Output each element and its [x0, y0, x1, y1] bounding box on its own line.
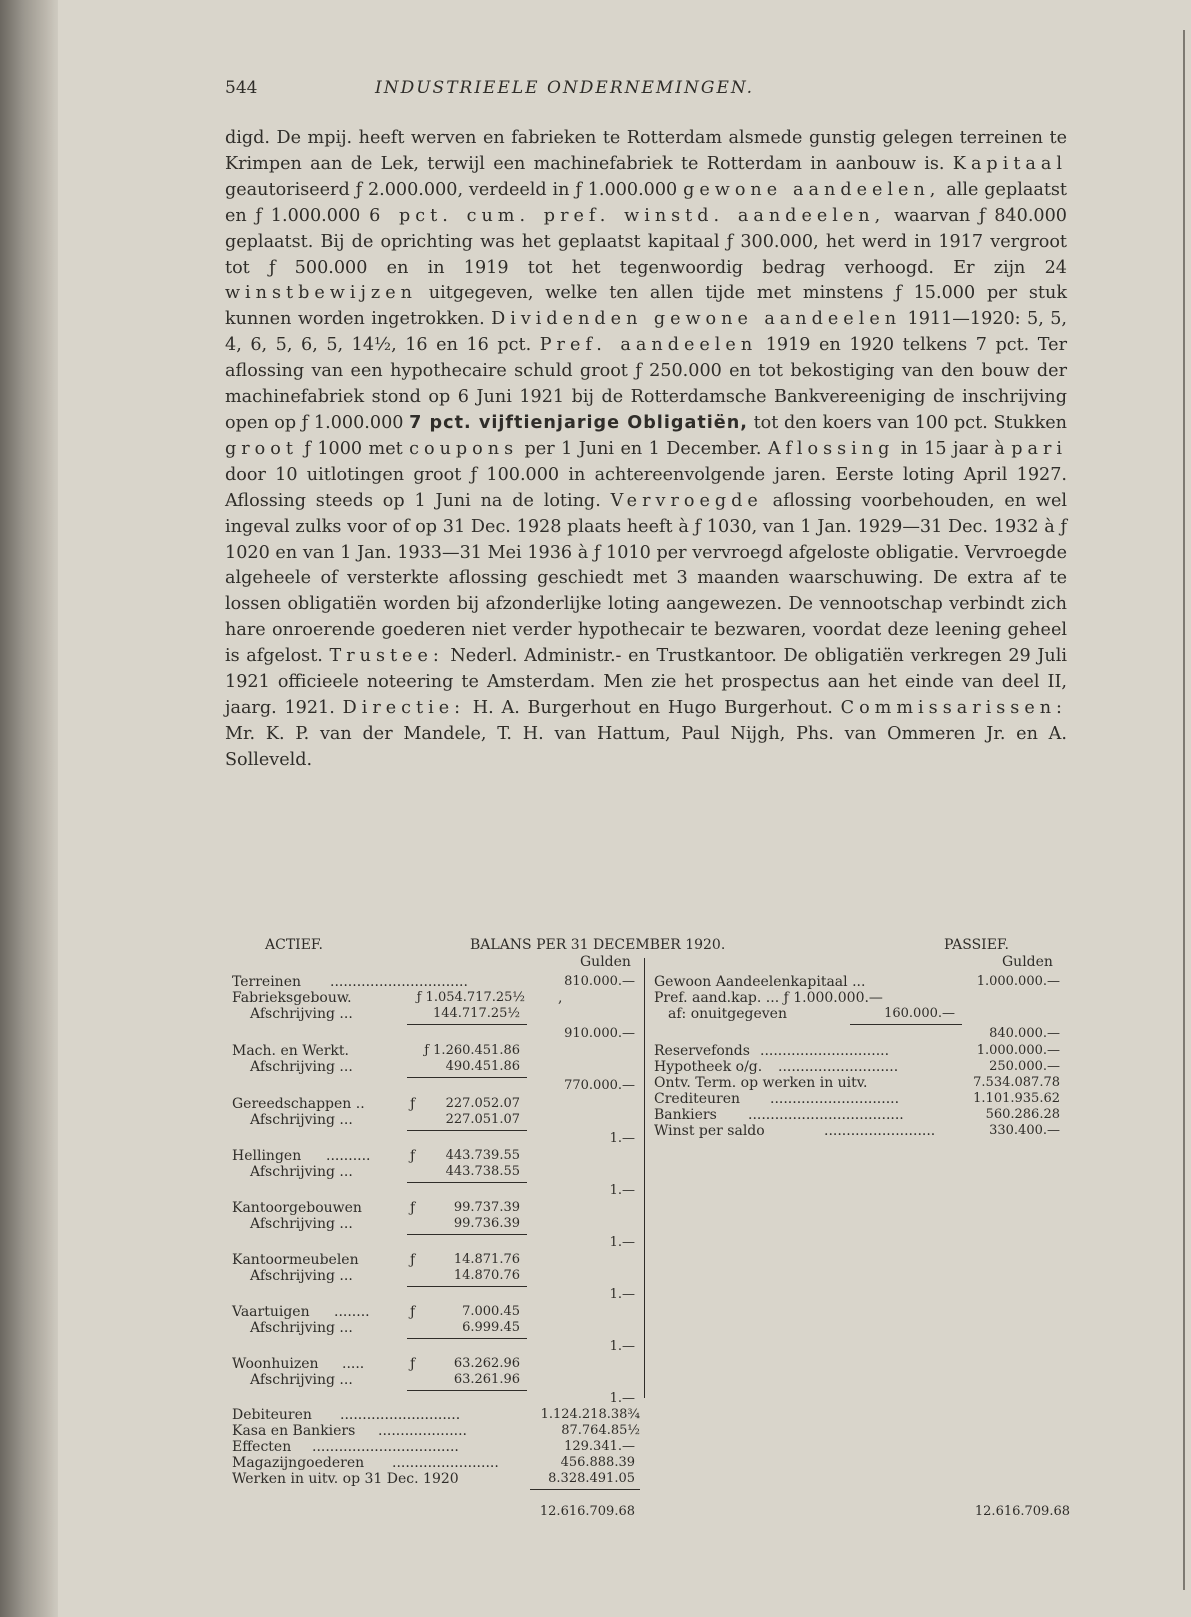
text-spaced: winstbewijzen	[225, 283, 417, 304]
dot-leader: ..........	[326, 1148, 371, 1164]
actief-total: 12.616.709.68	[539, 1504, 635, 1519]
reservefonds-value: 1.000.000.—	[976, 1043, 1060, 1058]
winst-value: 330.400.—	[989, 1123, 1060, 1138]
fabrieks-label: Fabrieksgebouw.	[232, 990, 352, 1006]
text-run: geautoriseerd ƒ 2.000.000, verdeeld in ƒ 1.000.000	[225, 179, 684, 200]
pref-label: Pref. aand.kap. ... ƒ 1.000.000.—	[654, 990, 883, 1006]
af-label: af: onuitgegeven	[668, 1006, 787, 1022]
dot-leader: ...............................	[330, 974, 468, 990]
dot-leader: ........................	[392, 1455, 499, 1471]
kantoormeubelen-amount: 14.871.76	[453, 1252, 520, 1267]
hellingen-net: 1.—	[609, 1183, 635, 1198]
text-spaced: gewone aandeelen,	[683, 179, 941, 200]
text-run: door 10 uitlotingen groot ƒ 100.000 in achtereenvolgende jaren. Eerste loting April 1927. Aflossing steeds op 1 Juni na de loting.	[225, 464, 1067, 511]
text-spaced: Aflossing	[767, 438, 895, 459]
mach-amount: ƒ 1.260.451.86	[424, 1043, 520, 1058]
fabrieks-net: 910.000.—	[564, 1026, 635, 1041]
woonhuizen-label: Woonhuizen	[232, 1356, 319, 1372]
passief-total: 12.616.709.68	[974, 1504, 1070, 1519]
mach-label: Mach. en Werkt.	[232, 1043, 349, 1059]
werken-value: 8.328.491.05	[548, 1471, 635, 1486]
subtotal-rule	[407, 1077, 527, 1078]
effecten-value: 129.341.—	[564, 1439, 635, 1454]
vaartuigen-afschrijving-label: Afschrijving ...	[250, 1320, 353, 1336]
dot-leader: .................................	[312, 1439, 459, 1455]
pref-net: 840.000.—	[989, 1026, 1060, 1041]
text-spaced: Trustee:	[329, 646, 444, 667]
text-run: 1911—1920: 5, 5, 4, 6, 5, 6, 5, 14½, 16 en 16 pct.	[225, 309, 1067, 356]
column-divider	[644, 958, 645, 1398]
gulden-right: Gulden	[1002, 954, 1053, 970]
guilder-sign: ƒ	[410, 1096, 416, 1112]
kantoormeubelen-net: 1.—	[609, 1287, 635, 1302]
balance-title: BALANS PER 31 DECEMBER 1920.	[470, 937, 726, 953]
woonhuizen-afschrijving-label: Afschrijving ...	[250, 1372, 353, 1388]
kantoormeubelen-label: Kantoormeubelen	[232, 1252, 359, 1268]
text-run: Mr. K. P. van der Mandele, T. H. van Hattum, Paul Nijgh, Phs. van Ommeren Jr. en A. Solleveld.	[225, 723, 1067, 770]
kantoormeubelen-afschrijving-label: Afschrijving ...	[250, 1268, 353, 1284]
crediteuren-value: 1.101.935.62	[973, 1091, 1060, 1106]
text-run: aflossing voorbehouden, en wel ingeval zulks voor of op 31 Dec. 1928 plaats heeft à ƒ 1030, van 1 Jan. 1929—31 Dec. 1932 à ƒ 1020 en van 1 Jan. 1933—31 Mei 1936 à ƒ 1010 per vervroegd afgeloste obligatie. Vervroegde algeheele of versterkte aflossing geschiedt met 3 maanden waarschuwing. De extra af te lossen obligatiën worden bij afzonderlijke loting aangewezen. De vennootschap verbindt zich hare onroerende goederen niet verder hypothecair te bezwaren, voordat deze leening geheel is afgelost.	[225, 490, 1067, 667]
text-spaced: Commissarissen:	[840, 697, 1067, 718]
text-bold: 7 pct. vijftienjarige Obligatiën,	[409, 412, 748, 433]
gereed-net: 1.—	[609, 1131, 635, 1146]
woonhuizen-amount: 63.262.96	[453, 1356, 520, 1371]
ontv-value: 7.534.087.78	[973, 1075, 1060, 1090]
dot-leader: .............................	[760, 1043, 890, 1059]
guilder-sign: ƒ	[410, 1200, 416, 1216]
hypotheek-label: Hypotheek o/g.	[654, 1059, 763, 1075]
vaartuigen-net: 1.—	[609, 1339, 635, 1354]
kantoormeubelen-afschrijving: 14.870.76	[453, 1268, 520, 1283]
text-run: waarvan ƒ 840.000 geplaatst. Bij de oprichting was het geplaatst kapitaal ƒ 300.000, het werd in 1917 vergroot tot ƒ 500.000 en in 1919 tot het tegenwoordig bedrag verhoogd. Er zijn 24	[225, 205, 1067, 278]
dot-leader: .............................	[770, 1091, 900, 1107]
gereed-afschrijving: 227.051.07	[445, 1112, 520, 1127]
dot-leader: .........................	[824, 1123, 936, 1139]
hellingen-label: Hellingen	[232, 1148, 302, 1164]
fabrieks-afschrijving-label: Afschrijving ...	[250, 1006, 353, 1022]
text-run: digd. De mpij. heeft werven en fabrieken te Rotterdam alsmede gunstig gelegen terreinen te Krimpen aan de Lek, terwijl een machinefabriek te Rotterdam in aanbouw is.	[225, 128, 1067, 174]
kantoorgebouwen-label: Kantoorgebouwen	[232, 1200, 362, 1216]
subtotal-rule	[407, 1286, 527, 1287]
dot-leader: ....................	[378, 1423, 468, 1439]
subtotal-rule	[407, 1182, 527, 1183]
text-spaced: Directie:	[342, 697, 466, 718]
debiteuren-value: 1.124.218.38¾	[540, 1407, 640, 1422]
subtotal-rule	[850, 1024, 962, 1025]
text-run: alle geplaatst en ƒ 1.000.000	[225, 179, 1067, 226]
kantoorgebouwen-amount: 99.737.39	[453, 1200, 520, 1215]
fabrieks-amount: ƒ 1.054.717.25½	[416, 990, 525, 1005]
text-spaced: Pref. aandeelen	[539, 335, 758, 356]
vaartuigen-amount: 7.000.45	[462, 1304, 520, 1319]
subtotal-rule	[407, 1130, 527, 1131]
text-spaced: coupons	[409, 438, 519, 459]
mach-afschrijving-label: Afschrijving ...	[250, 1059, 353, 1075]
guilder-sign: ƒ	[410, 1252, 416, 1268]
woonhuizen-net: 1.—	[609, 1391, 635, 1406]
margin-mark: ,	[558, 990, 563, 1006]
text-spaced: Dividenden gewone aandeelen	[491, 309, 902, 330]
mach-afschrijving: 490.451.86	[445, 1059, 520, 1074]
running-title: INDUSTRIEELE ONDERNEMINGEN.	[375, 78, 755, 98]
guilder-sign: ƒ	[410, 1148, 416, 1164]
gereed-amount: 227.052.07	[445, 1096, 520, 1111]
dot-leader: ...........................	[340, 1407, 461, 1423]
page-number: 544	[225, 78, 258, 98]
gereed-afschrijving-label: Afschrijving ...	[250, 1112, 353, 1128]
dot-leader: ...........................	[778, 1059, 899, 1075]
werken-label: Werken in uitv. op 31 Dec. 1920	[232, 1471, 459, 1487]
subtotal-rule	[407, 1390, 527, 1391]
fabrieks-afschrijving: 144.717.25½	[432, 1006, 520, 1021]
text-run: in 15 jaar à	[894, 438, 1012, 459]
text-spaced: groot	[225, 438, 298, 459]
gewoon-label: Gewoon Aandeelenkapitaal ...	[654, 974, 866, 990]
reservefonds-label: Reservefonds	[654, 1043, 750, 1059]
effecten-label: Effecten	[232, 1439, 292, 1455]
text-run: Nederl. Administr.- en Trustkantoor. De obligatiën verkregen 29 Juli 1921 officieele noteering te Amsterdam. Men zie het prospectus aan het einde van deel II, jaarg. 1921.	[225, 646, 1067, 718]
crediteuren-label: Crediteuren	[654, 1091, 741, 1107]
text-spaced: pari	[1011, 438, 1067, 459]
text-run: uitgegeven, welke ten allen tijde met minstens ƒ 15.000 per stuk kunnen worden ingetrokken.	[225, 283, 1067, 330]
subtotal-rule	[407, 1338, 527, 1339]
bankiers-label: Bankiers	[654, 1107, 717, 1123]
dot-leader: ........	[334, 1304, 370, 1320]
subtotal-rule	[407, 1234, 527, 1235]
guilder-sign: ƒ	[410, 1304, 416, 1320]
kantoorgebouwen-afschrijving-label: Afschrijving ...	[250, 1216, 353, 1232]
mach-net: 770.000.—	[564, 1078, 635, 1093]
debiteuren-label: Debiteuren	[232, 1407, 312, 1423]
dot-leader: ...................................	[748, 1107, 904, 1123]
text-run: per 1 Juni en 1 December.	[518, 438, 768, 459]
gewoon-value: 1.000.000.—	[976, 974, 1060, 989]
kasa-value: 87.764.85½	[561, 1423, 640, 1438]
text-run: H. A. Burgerhout en Hugo Burgerhout.	[465, 697, 841, 718]
gulden-left: Gulden	[580, 954, 631, 970]
text-spaced: Vervroegde	[610, 490, 763, 511]
text-run: ƒ 1000 met	[297, 438, 410, 459]
kantoorgebouwen-afschrijving: 99.736.39	[453, 1216, 520, 1231]
terreinen-value: 810.000.—	[564, 974, 635, 989]
text-run: tot den koers van 100 pct. Stukken	[747, 412, 1067, 433]
terreinen-label: Terreinen	[232, 974, 302, 990]
magazijn-label: Magazijngoederen	[232, 1455, 365, 1471]
hellingen-afschrijving: 443.738.55	[445, 1164, 520, 1179]
actief-heading: ACTIEF.	[265, 937, 323, 953]
text-spaced: Kapitaal	[952, 153, 1067, 174]
gereed-label: Gereedschappen ..	[232, 1096, 365, 1112]
hellingen-afschrijving-label: Afschrijving ...	[250, 1164, 353, 1180]
kantoorgebouwen-net: 1.—	[609, 1235, 635, 1250]
hellingen-amount: 443.739.55	[445, 1148, 520, 1163]
total-rule	[530, 1489, 640, 1490]
af-amount: 160.000.—	[884, 1006, 955, 1021]
hypotheek-value: 250.000.—	[989, 1059, 1060, 1074]
text-spaced: 6 pct. cum. pref. winstd. aandeelen,	[369, 205, 886, 226]
vaartuigen-label: Vaartuigen	[232, 1304, 310, 1320]
passief-heading: PASSIEF.	[944, 937, 1009, 953]
subtotal-rule	[407, 1024, 527, 1025]
guilder-sign: ƒ	[410, 1356, 416, 1372]
dot-leader: .....	[342, 1356, 365, 1372]
winst-label: Winst per saldo	[654, 1123, 765, 1139]
ontv-label: Ontv. Term. op werken in uitv.	[654, 1075, 868, 1091]
text-run: 1919 en 1920 telkens 7 pct. Ter aflossing van een hypothecaire schuld groot ƒ 250.000 en tot bekostiging van den bouw der machinefabriek stond op 6 Juni 1921 bij de Rotterdamsche Bankvereeniging de inschrijving open op ƒ 1.000.000	[225, 335, 1067, 433]
magazijn-value: 456.888.39	[560, 1455, 635, 1470]
bankiers-value: 560.286.28	[985, 1107, 1060, 1122]
woonhuizen-afschrijving: 63.261.96	[453, 1372, 520, 1387]
vaartuigen-afschrijving: 6.999.45	[462, 1320, 520, 1335]
kasa-label: Kasa en Bankiers	[232, 1423, 356, 1439]
